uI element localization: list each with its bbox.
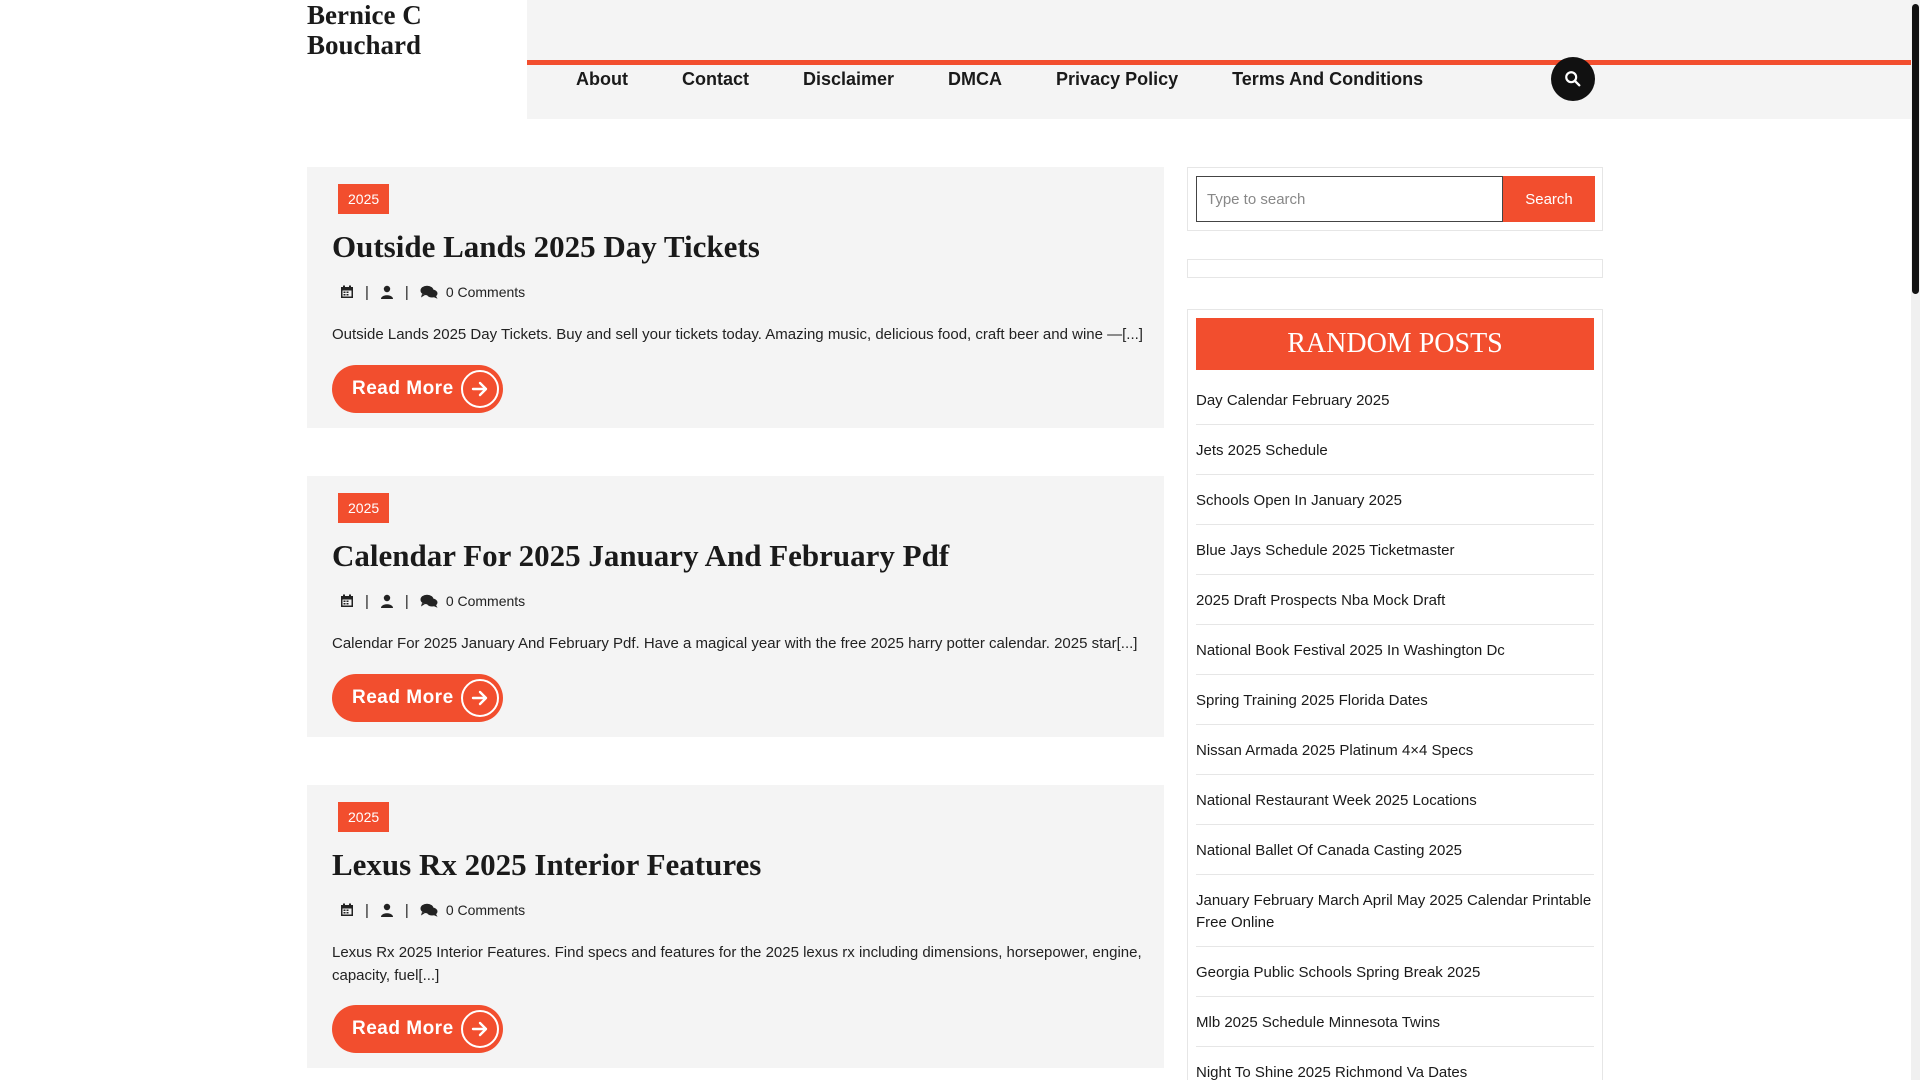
post-card	[307, 785, 1164, 1068]
nav-item-dmca[interactable]: DMCA	[948, 68, 1003, 89]
random-post-link[interactable]: 2025 Draft Prospects Nba Mock Draft	[1196, 590, 1594, 625]
arrow-right-icon	[461, 1010, 499, 1048]
read-more-button[interactable]	[332, 674, 503, 722]
random-post-link[interactable]: Spring Training 2025 Florida Dates	[1196, 690, 1594, 725]
nav-item-about[interactable]: About	[576, 68, 628, 89]
read-more-label: Read More	[352, 687, 454, 708]
post-comments-count[interactable]: 0 Comments	[445, 902, 526, 918]
post-card	[307, 476, 1164, 737]
main-nav	[549, 65, 1450, 93]
meta-separator: |	[365, 592, 369, 610]
site-title[interactable]: Bernice C Bouchard	[307, 0, 422, 60]
meta-separator: |	[404, 283, 409, 301]
meta-separator: |	[365, 901, 369, 919]
calendar-icon	[340, 594, 354, 608]
nav-item-privacy-policy[interactable]: Privacy Policy	[1056, 68, 1179, 89]
meta-separator: |	[404, 592, 409, 610]
random-post-link[interactable]: National Restaurant Week 2025 Locations	[1196, 790, 1594, 825]
random-posts-title: RANDOM POSTS	[1196, 318, 1594, 370]
post-meta	[340, 900, 525, 920]
arrow-right-icon	[461, 370, 499, 408]
random-post-link[interactable]: Schools Open In January 2025	[1196, 490, 1594, 525]
user-icon	[380, 285, 394, 299]
post-excerpt: Lexus Rx 2025 Interior Features. Find specs and features for the 2025 lexus rx including dimensions, horsepower, engine, capacity, fuel[...]	[332, 944, 1142, 984]
calendar-icon	[340, 903, 354, 917]
nav-item-contact[interactable]: Contact	[681, 68, 749, 89]
random-post-link[interactable]: Mlb 2025 Schedule Minnesota Twins	[1196, 1012, 1594, 1047]
comments-icon	[420, 594, 438, 608]
user-icon	[380, 903, 394, 917]
post-comments-count[interactable]: 0 Comments	[445, 284, 526, 300]
user-icon	[380, 594, 394, 608]
post-category-tag[interactable]: 2025	[338, 802, 389, 832]
random-post-link[interactable]: National Book Festival 2025 In Washington Dc	[1196, 640, 1594, 675]
sidebar-search-button[interactable]: Search	[1503, 176, 1595, 222]
random-post-link[interactable]: National Ballet Of Canada Casting 2025	[1196, 840, 1594, 875]
nav-item-disclaimer[interactable]: Disclaimer	[802, 68, 895, 89]
header-bar	[527, 0, 1911, 119]
search-icon	[1564, 70, 1582, 88]
sidebar-search-widget	[1187, 167, 1603, 231]
sidebar-empty-widget	[1187, 259, 1603, 278]
scrollbar-thumb[interactable]	[1912, 4, 1919, 294]
post-card	[307, 167, 1164, 428]
sidebar-search-input[interactable]	[1196, 176, 1503, 222]
post-title[interactable]: Outside Lands 2025 Day Tickets	[332, 229, 760, 264]
random-post-link[interactable]: January February March April May 2025 Calendar Printable Free Online	[1196, 890, 1594, 947]
page-scrollbar[interactable]	[1911, 0, 1920, 1080]
read-more-label: Read More	[352, 1018, 454, 1039]
random-post-link[interactable]: Night To Shine 2025 Richmond Va Dates	[1196, 1062, 1594, 1080]
arrow-right-icon	[461, 679, 499, 717]
random-post-link[interactable]: Nissan Armada 2025 Platinum 4×4 Specs	[1196, 740, 1594, 775]
calendar-icon	[340, 285, 354, 299]
read-more-button[interactable]	[332, 1005, 503, 1053]
random-posts-list	[1196, 390, 1594, 1080]
post-title[interactable]: Lexus Rx 2025 Interior Features	[332, 847, 762, 882]
comments-icon	[420, 903, 438, 917]
post-excerpt: Outside Lands 2025 Day Tickets. Buy and sell your tickets today. Amazing music, delicious food, craft beer and wine —[...]	[332, 326, 1143, 343]
post-comments-count[interactable]: 0 Comments	[445, 593, 526, 609]
post-excerpt: Calendar For 2025 January And February Pdf. Have a magical year with the free 2025 harry potter calendar. 2025 star[...]	[332, 635, 1138, 652]
random-post-link[interactable]: Day Calendar February 2025	[1196, 390, 1594, 425]
read-more-button[interactable]	[332, 365, 503, 413]
post-meta	[340, 282, 525, 302]
nav-item-terms[interactable]: Terms And Conditions	[1232, 68, 1424, 89]
post-title[interactable]: Calendar For 2025 January And February Pdf	[332, 538, 950, 573]
random-posts-widget	[1187, 309, 1603, 1080]
meta-separator: |	[404, 901, 409, 919]
random-post-link[interactable]: Jets 2025 Schedule	[1196, 440, 1594, 475]
comments-icon	[420, 285, 438, 299]
meta-separator: |	[365, 283, 369, 301]
read-more-label: Read More	[352, 378, 454, 399]
random-post-link[interactable]: Georgia Public Schools Spring Break 2025	[1196, 962, 1594, 997]
post-category-tag[interactable]: 2025	[338, 493, 389, 523]
post-category-tag[interactable]: 2025	[338, 184, 389, 214]
random-post-link[interactable]: Blue Jays Schedule 2025 Ticketmaster	[1196, 540, 1594, 575]
post-meta	[340, 591, 525, 611]
header-search-button[interactable]	[1551, 57, 1595, 101]
